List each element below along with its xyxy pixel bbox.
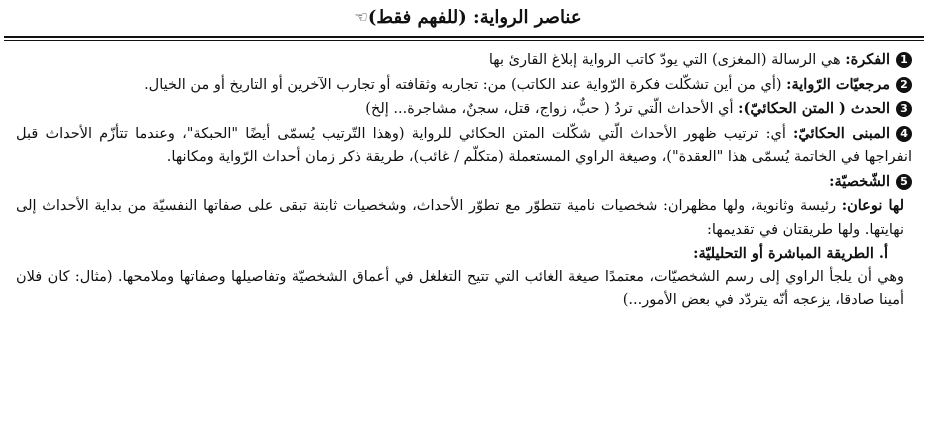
method-a-heading: أ. الطريقة المباشرة أو التحليليّة:	[693, 245, 888, 262]
item-label: الشّخصيّة:	[829, 172, 890, 190]
item-text: أي: ترتيب ظهور الأحداث الّتي شكّلت المتن الحكائي للرواية (وهذا التّرتيب يُسمّى أيضًا "الحبكة"، وعندما تتأزّم الأحداث قبل انفراجها في الخاتمة يُسمّى هذا "العقدة")، وصيغة الراوي المستعملة (متكلّم / غائب)، طريقة ذكر زمان أحداث الرّواية ومكانها.	[16, 125, 912, 165]
item-label: الحدث ( المتن الحكائيّ):	[738, 100, 890, 117]
item-number-badge: 5	[896, 174, 912, 190]
method-a-text: وهي أن يلجأ الراوي إلى رسم الشخصيّات، معتمدًا صيغة الغائب التي تتيح التغلغل في أعماق الشخصيّة وتفاصيلها وصفاتها وملامحها. (مثال: كان فلان أمينا صادقا، يزعجه أنّه يتردّد في بعض الأمور...)	[16, 268, 904, 308]
list-item	[16, 97, 912, 122]
list-item	[16, 170, 912, 195]
title-divider	[4, 36, 924, 38]
item-number-badge: 2	[896, 77, 912, 93]
item-label: المبنى الحكائيّ:	[793, 124, 891, 142]
document-body	[16, 48, 912, 313]
types-label: لها نوعان:	[841, 197, 904, 214]
item-label: مرجعيّات الرّواية:	[786, 75, 890, 93]
item-text: (أي من أين تشكّلت فكرة الرّواية عند الكاتب) من: تجاربه وثقافته أو تجارب الآخرين أو التاريخ أو من الخيال.	[144, 76, 782, 93]
pointing-hand-icon: ☜	[354, 8, 368, 26]
title-bar	[0, 0, 928, 34]
list-item	[16, 122, 912, 170]
item-text: أي الأحداث الّتي تردُ ( حبٌّ، زواج، قتل، سجنٌ، مشاجرة... إلخ)	[365, 101, 734, 117]
item-number-badge: 4	[896, 126, 912, 142]
character-types	[16, 194, 912, 242]
item-number-badge: 1	[896, 52, 912, 68]
item-number-badge: 3	[896, 101, 912, 117]
item-label: الفكرة:	[845, 51, 890, 68]
list-item	[16, 48, 912, 73]
page-title: عناصر الرواية: (للفهم فقط)	[367, 6, 582, 28]
types-text: رئيسة وثانوية، ولها مظهران: شخصيات نامية تتطوّر مع تطوّر الأحداث، وشخصيات ثابتة تبقى على صفاتها النفسيّة من بداية الأحداث إلى نهايتها. ولها طريقتان في تقديمها:	[16, 198, 904, 238]
item-text: هي الرسالة (المغزى) التي يودّ كاتب الرواية إبلاغ القارئ بها	[488, 52, 841, 68]
list-item	[16, 73, 912, 98]
title-divider-thin	[4, 40, 924, 41]
